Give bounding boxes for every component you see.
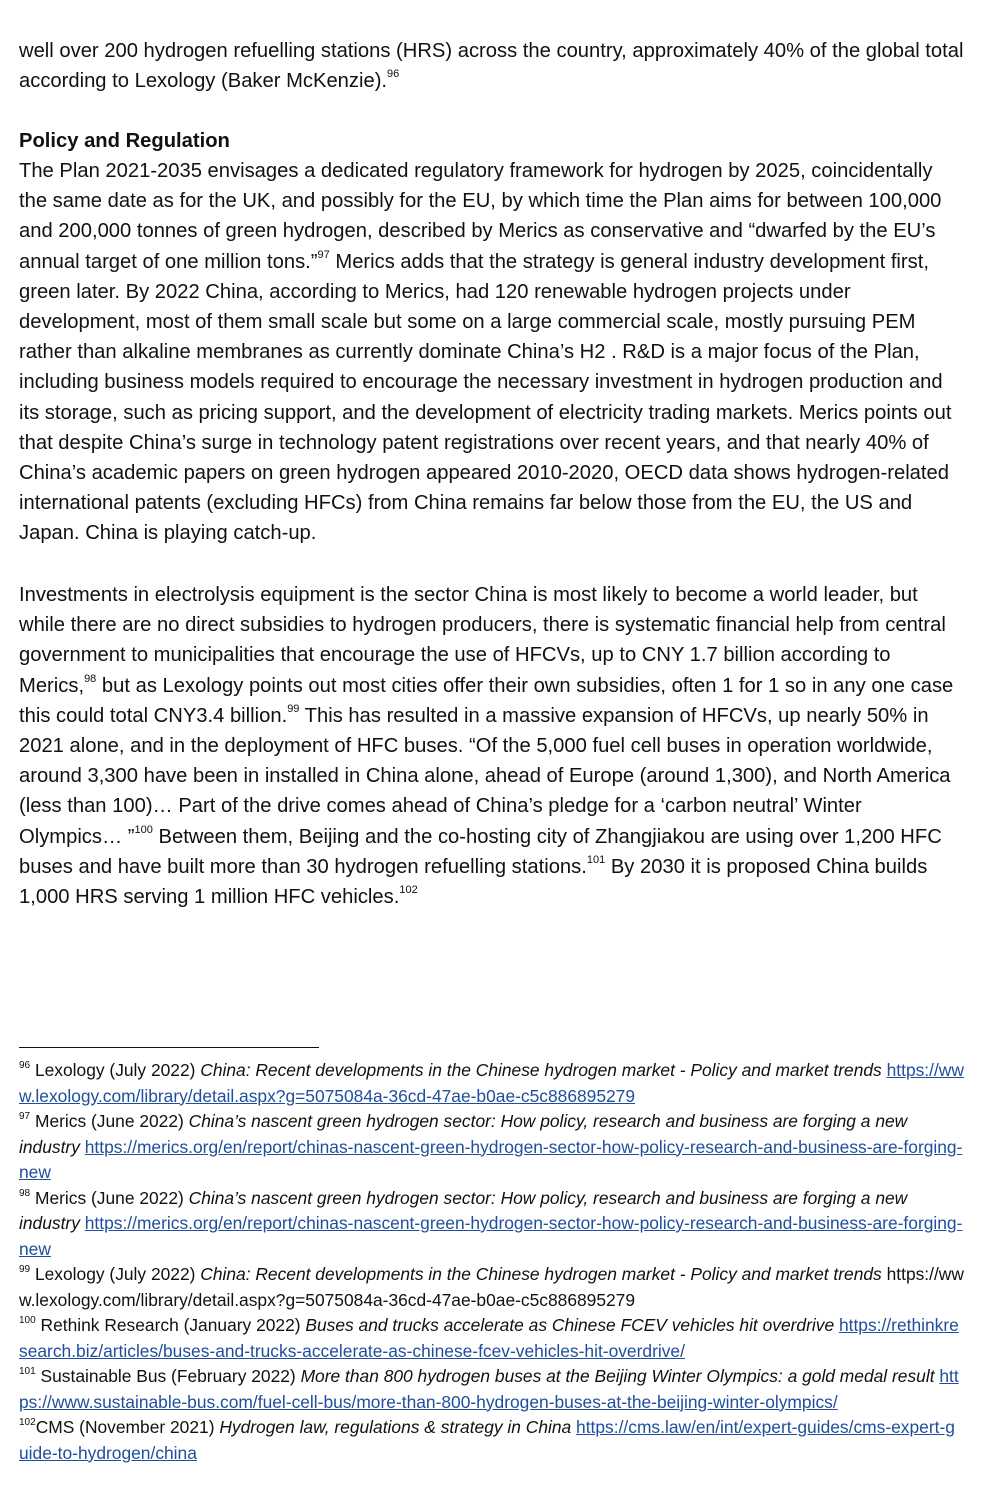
para2-text-b: but as Lexology points out most cities offer their own subsidies, often 1 for 1 so in any one case this could total CNY3.4 billion.: [19, 674, 954, 727]
footnote-source: Lexology (July 2022): [30, 1060, 201, 1080]
footnote-title: China’s nascent green hydrogen sector: How policy, research and business are forging a new industry: [19, 1187, 908, 1233]
footnote-96: [19, 1058, 964, 1109]
footnote-separator: [19, 1047, 319, 1048]
footnote-number: 100: [19, 1315, 36, 1327]
footnote-source: Merics (June 2022): [30, 1111, 189, 1131]
footnote-98: [19, 1186, 964, 1263]
footnote-number: 102: [19, 1417, 36, 1429]
footnote-ref-97[interactable]: 97: [317, 248, 330, 261]
policy-paragraph-1: [19, 156, 964, 549]
footnote-ref-101[interactable]: 101: [586, 854, 606, 867]
footnote-source: CMS (November 2021): [35, 1417, 220, 1437]
para2-text-e: By 2030 it is proposed China builds 1,000 HRS serving 1 million HFC vehicles.: [19, 855, 928, 909]
footnote-ref-102[interactable]: 102: [399, 884, 418, 897]
footnote-link[interactable]: https://rethinkresearch.biz/articles/buses-and-trucks-accelerate-as-chinese-fcev-vehicles-hit-overdrive/: [19, 1315, 959, 1361]
footnote-number: 96: [19, 1060, 31, 1072]
para1-text-b: Merics adds that the strategy is general industry development first, green later. By 2022 China, according to Merics, had 120 renewable hydrogen projects under development, most of them small scale but some on a large commercial scale, mostly pursuing PEM rather than alkaline membranes as currently dominate China’s H2 . R&D is a major focus of the Plan, including business models required to encourage the necessary investment in hydrogen production and its storage, such as pricing support, and the development of electricity trading markets. Merics points out that despite China’s surge in technology patent registrations over recent years, and that nearly 40% of China’s academic papers on green hydrogen appeared 2010-2020, OECD data shows hydrogen-related international patents (excluding HFCs) from China remains far below those from the EU, the US and Japan. China is playing catch-up.: [19, 250, 952, 545]
footnote-title: More than 800 hydrogen buses at the Beijing Winter Olympics: a gold medal result: [300, 1366, 935, 1386]
footnote-link[interactable]: https://www.lexology.com/library/detail.aspx?g=5075084a-36cd-47ae-b0ae-c5c886895279: [19, 1060, 964, 1106]
footnote-source: Merics (June 2022): [30, 1187, 189, 1208]
footnote-title: Buses and trucks accelerate as Chinese FCEV vehicles hit overdrive: [305, 1315, 835, 1335]
footnotes: [19, 1058, 964, 1466]
footnote-102: [19, 1415, 964, 1466]
footnote-title: China: Recent developments in the Chinese hydrogen market - Policy and market trends: [200, 1060, 882, 1080]
footnote-link[interactable]: https://merics.org/en/report/chinas-nascent-green-hydrogen-sector-how-policy-research-and-business-are-forging-new: [19, 1136, 963, 1182]
footnote-100: [19, 1313, 964, 1364]
footnote-url-text: https://www.lexology.com/library/detail.aspx?g=5075084a-36cd-47ae-b0ae-c5c886895279: [19, 1264, 964, 1310]
para1-text-a: The Plan 2021-2035 envisages a dedicated regulatory framework for hydrogen by 2025, coincidentally the same date as for the UK, and possibly for the EU, by which time the Plan aims for between 100,000 and 200,000 tonnes of green hydrogen, described by Merics as conservative and “dwarfed by the EU’s annual target of one million tons.”: [19, 160, 942, 273]
footnote-title: China: Recent developments in the Chinese hydrogen market - Policy and market trends: [200, 1264, 882, 1284]
footnote-title: Hydrogen law, regulations & strategy in China: [219, 1417, 572, 1437]
footnote-title: China’s nascent green hydrogen sector: How policy, research and business are forging a new industry: [19, 1111, 908, 1157]
footnote-link[interactable]: https://www.sustainable-bus.com/fuel-cell-bus/more-than-800-hydrogen-buses-at-the-beijing-winter-olympics/: [19, 1366, 959, 1412]
footnote-source: Rethink Research (January 2022): [35, 1315, 306, 1335]
footnote-source: Sustainable Bus (February 2022): [35, 1366, 301, 1386]
section-heading: Policy and Regulation: [19, 130, 230, 152]
footnote-number: 99: [19, 1264, 31, 1276]
footnote-99: [19, 1262, 964, 1313]
footnote-ref-99[interactable]: 99: [287, 703, 300, 716]
policy-paragraph-2: [19, 580, 964, 912]
footnote-ref-98[interactable]: 98: [84, 672, 97, 685]
intro-paragraph: [19, 36, 964, 96]
footnote-number: 98: [19, 1187, 31, 1199]
para2-text-c: This has resulted in a massive expansion of HFCVs, up nearly 50% in 2021 alone, and in the deployment of HFC buses. “Of the 5,000 fuel cell buses in operation worldwide, around 3,300 have been in installed in China alone, ahead of Europe (around 1,300), and North America (less than 100)… Part of the drive comes ahead of China’s pledge for a ‘carbon neutral’ Winter Olympics… ”: [19, 704, 951, 848]
footnote-number: 101: [19, 1366, 36, 1378]
intro-text: well over 200 hydrogen refuelling stations (HRS) across the country, approximately 40% of the global total according to Lexology (Baker McKenzie).: [19, 40, 964, 93]
footnote-101: [19, 1364, 964, 1415]
footnote-ref-100[interactable]: 100: [134, 823, 153, 836]
footnote-97: [19, 1109, 964, 1186]
footnote-source: Lexology (July 2022): [30, 1264, 201, 1284]
para2-text-a: Investments in electrolysis equipment is the sector China is most likely to become a world leader, but while there are no direct subsidies to hydrogen producers, there is systematic financial help from central government to municipalities that encourage the use of HFCVs, up to CNY 1.7 billion according to Merics,: [19, 584, 946, 697]
para2-text-d: Between them, Beijing and the co-hosting city of Zhangjiakou are using over 1,200 HFC buses and have built more than 30 hydrogen refuelling stations.: [19, 825, 942, 878]
footnote-number: 97: [19, 1111, 31, 1123]
footnote-link[interactable]: https://merics.org/en/report/chinas-nascent-green-hydrogen-sector-how-policy-research-and-business-are-forging-new: [19, 1213, 963, 1259]
footnote-link[interactable]: https://cms.law/en/int/expert-guides/cms-expert-guide-to-hydrogen/china: [19, 1417, 955, 1463]
footnote-ref-96[interactable]: 96: [387, 68, 400, 81]
